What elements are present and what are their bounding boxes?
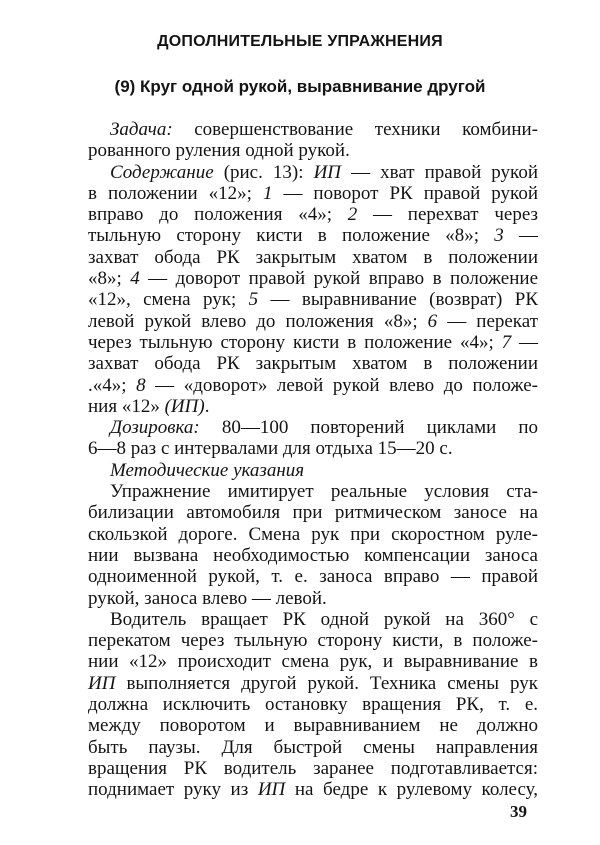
text-line [88, 332, 538, 353]
text-line [88, 140, 538, 161]
text: поднимает руку из [88, 779, 258, 801]
text-line [88, 438, 538, 459]
paragraph [88, 119, 538, 162]
text: — хват правой рукой [341, 161, 538, 183]
text-line [88, 268, 538, 289]
text-line [88, 779, 538, 800]
text: вращения РК водитель заранее подготавливается: [88, 757, 538, 779]
text-line [88, 119, 538, 140]
text: через тыльную сторону кисти в положение «4»; [88, 331, 502, 353]
italic-text: Задача: [110, 119, 173, 140]
italic-text: 2 [347, 204, 358, 226]
body-text [88, 119, 538, 801]
italic-text: Содержание [110, 161, 214, 183]
text: 80—100 повторений циклами по [199, 417, 538, 439]
text-line [88, 481, 538, 502]
italic-text: 3 [494, 225, 504, 247]
text: вправо до положения «4»; [88, 204, 348, 226]
text: — [511, 331, 539, 353]
text: рукой, заноса влево — левой. [88, 587, 327, 609]
text-line [88, 715, 538, 736]
text-line [88, 609, 538, 630]
italic-text: 7 [501, 331, 512, 353]
text-line [88, 694, 538, 715]
text-line [88, 673, 538, 694]
text-line [88, 588, 538, 609]
text: — поворот РК правой рукой [272, 182, 538, 204]
text: совершенствование техники комбини- [172, 119, 538, 140]
text-line [88, 396, 538, 417]
text: нии вызвана необходимостью компенсации заноса [88, 544, 538, 566]
section-title: ДОПОЛНИТЕЛЬНЫЕ УПРАЖНЕНИЯ [157, 33, 443, 50]
text-line [88, 311, 538, 332]
text-line [88, 162, 538, 183]
italic-text: 5 [248, 289, 259, 311]
italic-text: ИП [313, 161, 342, 183]
text: Упражнение имитирует реальные условия ста- [110, 481, 538, 503]
text: в положении «12»; [88, 182, 263, 204]
italic-text: 1 [262, 182, 273, 204]
text: — доворот правой рукой вправо в положение [139, 268, 538, 290]
text: «12», смена рук; [88, 289, 249, 311]
italic-text: 6 [427, 310, 438, 332]
text-line [88, 204, 538, 225]
text: (рис. 13): [213, 161, 314, 183]
text: тыльную сторону кисти в положение «8»; [88, 225, 495, 247]
text: захват обода РК закрытым хватом в положении [88, 246, 538, 268]
text-line [88, 183, 538, 204]
text: быть паузы. Для быстрой смены направления [88, 736, 538, 758]
paragraph [88, 460, 538, 481]
text: левой рукой влево до положения «8»; [88, 310, 428, 332]
text-line [88, 737, 538, 758]
text: .«4»; [88, 374, 137, 396]
text-line [88, 524, 538, 545]
text-line [88, 545, 538, 566]
text: между поворотом и выравниванием не должно [88, 715, 538, 737]
italic-text: Методические указания [110, 459, 305, 481]
text: одноименной рукой, т. е. заноса вправо — правой [88, 566, 538, 588]
text-line [88, 225, 538, 246]
text-line [88, 289, 538, 310]
text: — [503, 225, 538, 247]
text: скользкой дороге. Смена рук при скоростном руле- [88, 523, 538, 545]
text: билизации автомобиля при ритмическом заносе на [88, 502, 538, 524]
text: «8»; [88, 268, 131, 290]
text-line [88, 247, 538, 268]
text-line [88, 353, 538, 374]
text: 6—8 раз с интервалами для отдыха 15—20 с. [88, 438, 453, 460]
text: — перекат [437, 310, 538, 332]
paragraph [88, 417, 538, 460]
italic-text: 4 [130, 268, 140, 290]
text-line [88, 417, 538, 438]
text-line [88, 651, 538, 672]
text: захват обода РК закрытым хватом в положении [88, 353, 538, 375]
text: рованного руления одной рукой. [88, 140, 350, 162]
text: выполняется другой рукой. Техника смены рук [115, 672, 538, 694]
text: Водитель вращает РК одной рукой на 360° с [110, 608, 538, 630]
text-line [88, 375, 538, 396]
text: — «доворот» левой рукой влево до положе- [145, 374, 539, 396]
paragraph [88, 609, 538, 801]
text: нии «12» происходит смена рук, и выравнивание в [88, 651, 538, 673]
text: ния «12» [88, 395, 165, 417]
paragraph [88, 162, 538, 418]
text-line [88, 502, 538, 523]
text: на бедре к рулевому колесу, [285, 779, 538, 801]
italic-text: (ИП) [164, 395, 205, 417]
text-line [88, 758, 538, 779]
text: перекатом через тыльную сторону кисти, в положе- [88, 630, 538, 652]
italic-text: ИП [88, 672, 116, 694]
italic-text: ИП [257, 779, 286, 801]
exercise-title: (9) Круг одной рукой, выравнивание другой [114, 77, 486, 96]
text-line [88, 630, 538, 651]
text-line [88, 566, 538, 587]
paragraph [88, 481, 538, 609]
italic-text: Дозировка: [110, 417, 200, 439]
text: должна исключить остановку вращения РК, т. е. [88, 694, 538, 716]
text: — выравнивание (возврат) РК [258, 289, 539, 311]
italic-text: 8 [136, 374, 146, 396]
text-line [88, 460, 538, 481]
text: — перехват через [357, 204, 538, 226]
page-number: 39 [510, 802, 527, 821]
text: . [204, 395, 210, 417]
